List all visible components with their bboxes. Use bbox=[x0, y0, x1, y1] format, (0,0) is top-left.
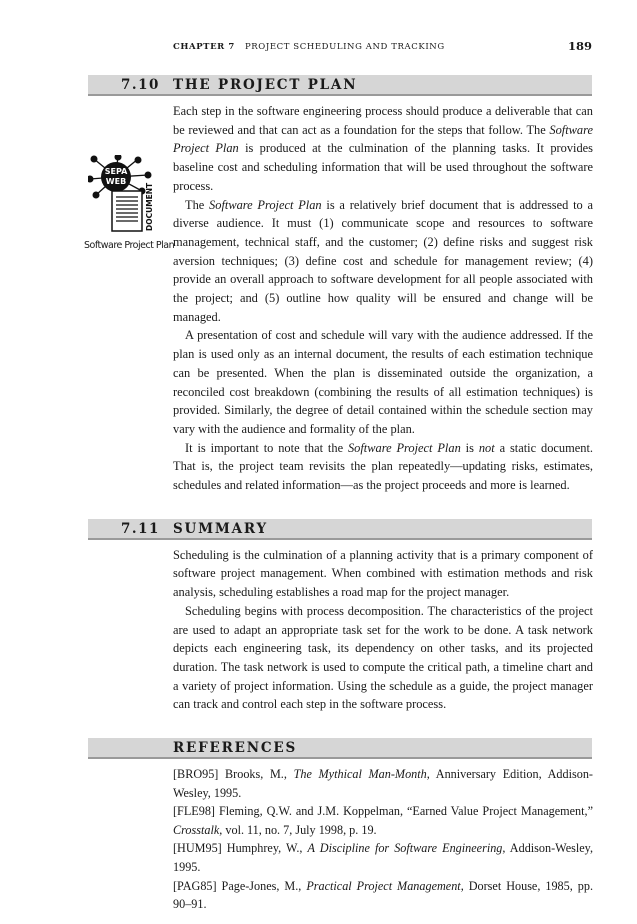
chapter-label: CHAPTER 7 bbox=[173, 42, 235, 52]
section-body-summary bbox=[173, 546, 593, 714]
italic-text: Software Project Plan bbox=[173, 122, 593, 156]
text-run: It is important to note that the bbox=[185, 440, 348, 455]
paragraph bbox=[173, 439, 593, 495]
section-heading-references bbox=[88, 738, 592, 759]
section-title: SUMMARY bbox=[173, 520, 268, 537]
italic-text: Practical Project Management, bbox=[306, 878, 464, 893]
italic-text: Crosstalk, bbox=[173, 822, 223, 837]
text-run: Dorset House, 1985, pp. 90–91. bbox=[173, 878, 594, 912]
section-title: REFERENCES bbox=[173, 740, 298, 757]
text-run: [HUM95] Humphrey, W., bbox=[173, 841, 308, 856]
running-head bbox=[173, 42, 445, 52]
references-list bbox=[173, 765, 593, 914]
text-run: Addison-Wesley, 1995. bbox=[173, 841, 593, 875]
text-run: vol. 11, no. 7, July 1998, p. 19. bbox=[222, 822, 377, 837]
reference-entry bbox=[173, 802, 593, 839]
text-run: Each step in the software engineering process should produce a deliverable that can be reviewed and that can act as a foundation for the steps that follow. The bbox=[173, 104, 593, 137]
italic-text: A Discipline for Software Engineering, bbox=[307, 841, 506, 856]
italic-text: The Mythical Man-Month, bbox=[293, 767, 430, 782]
svg-text:WEB: WEB bbox=[105, 177, 127, 186]
text-run: a static document. That is, the project team revisits the plan repeatedly—updating risks, estimates, schedules and related information—as the project proceeds and more is learned. bbox=[173, 440, 593, 493]
paragraph bbox=[173, 326, 593, 438]
chapter-title: PROJECT SCHEDULING AND TRACKING bbox=[244, 42, 445, 52]
text-run: is a relatively brief document that is addressed to a diverse audience. It must (1) communicate scope and resources to software management, technical staff, and the customer; (2) define risks and suggest risk aversion techniques; (3) define cost and schedule for management review; (4) provide an overall approach to software development for all people associated with the project; and (5) outline how quality will be ensured and change will be managed. bbox=[173, 197, 593, 324]
paragraph bbox=[173, 196, 593, 327]
section-title: THE PROJECT PLAN bbox=[173, 77, 358, 93]
svg-text:SEPA: SEPA bbox=[104, 167, 128, 176]
reference-entry bbox=[173, 877, 593, 914]
reference-entry bbox=[173, 839, 593, 876]
text-run: Scheduling begins with process decomposition. The characteristics of the project are used to adapt an appropriate task set for the work to be done. A task network depicts each engineering task, its dependency on other tasks, and its projected duration. The task network is used to compute the critical path, a timeline chart and a variety of project information. Using the schedule as a guide, the project manager can track and control each step in the software process. bbox=[173, 603, 593, 712]
text-run: is produced at the culmination of the planning tasks. It provides baseline cost and scheduling information that will be used throughout the software process. bbox=[173, 141, 593, 193]
text-run: [BRO95] Brooks, M., bbox=[173, 767, 294, 782]
icon-caption: Software Project Plan bbox=[84, 240, 175, 251]
text-column bbox=[121, 75, 594, 924]
paragraph bbox=[173, 602, 593, 714]
text-run: The bbox=[185, 197, 210, 212]
text-run: A presentation of cost and schedule will vary with the audience addressed. If the plan is used only as an internal document, the results of each estimation technique can be presented. When the plan is disseminated outside the organization, a reconciled cost breakdown (combining the results of all estimation techniques) is provided. Similarly, the degree of detail contained within the schedule section may vary with the audience and formality of the plan. bbox=[173, 328, 593, 436]
text-run: Scheduling is the culmination of a planning activity that is a primary component of software project management. When combined with estimation methods and risk analysis, scheduling establishes a road map for the project manager. bbox=[173, 547, 593, 600]
italic-text: Software Project Plan bbox=[209, 197, 322, 212]
paragraph bbox=[173, 546, 593, 602]
section-number: 7.11 bbox=[121, 520, 160, 537]
italic-text: not bbox=[478, 440, 495, 455]
svg-text:DOCUMENT: DOCUMENT bbox=[145, 182, 154, 231]
text-run: [PAG85] Page-Jones, M., bbox=[173, 878, 307, 893]
section-body-project-plan bbox=[173, 102, 593, 495]
page-number: 189 bbox=[567, 39, 592, 53]
text-run: Anniversary Edition, Addison-Wesley, 1995. bbox=[173, 767, 593, 800]
text-run: [FLE98] Fleming, Q.W. and J.M. Koppelman, “Earned Value Project Management,” bbox=[173, 804, 593, 819]
web-document-icon bbox=[88, 155, 168, 235]
section-heading-7-11 bbox=[88, 519, 592, 540]
italic-text: Software Project Plan bbox=[347, 440, 461, 455]
section-number: 7.10 bbox=[121, 77, 160, 93]
section-heading-7-10 bbox=[88, 75, 592, 96]
text-run: is bbox=[460, 440, 479, 455]
paragraph bbox=[173, 102, 593, 196]
reference-entry bbox=[173, 765, 593, 802]
